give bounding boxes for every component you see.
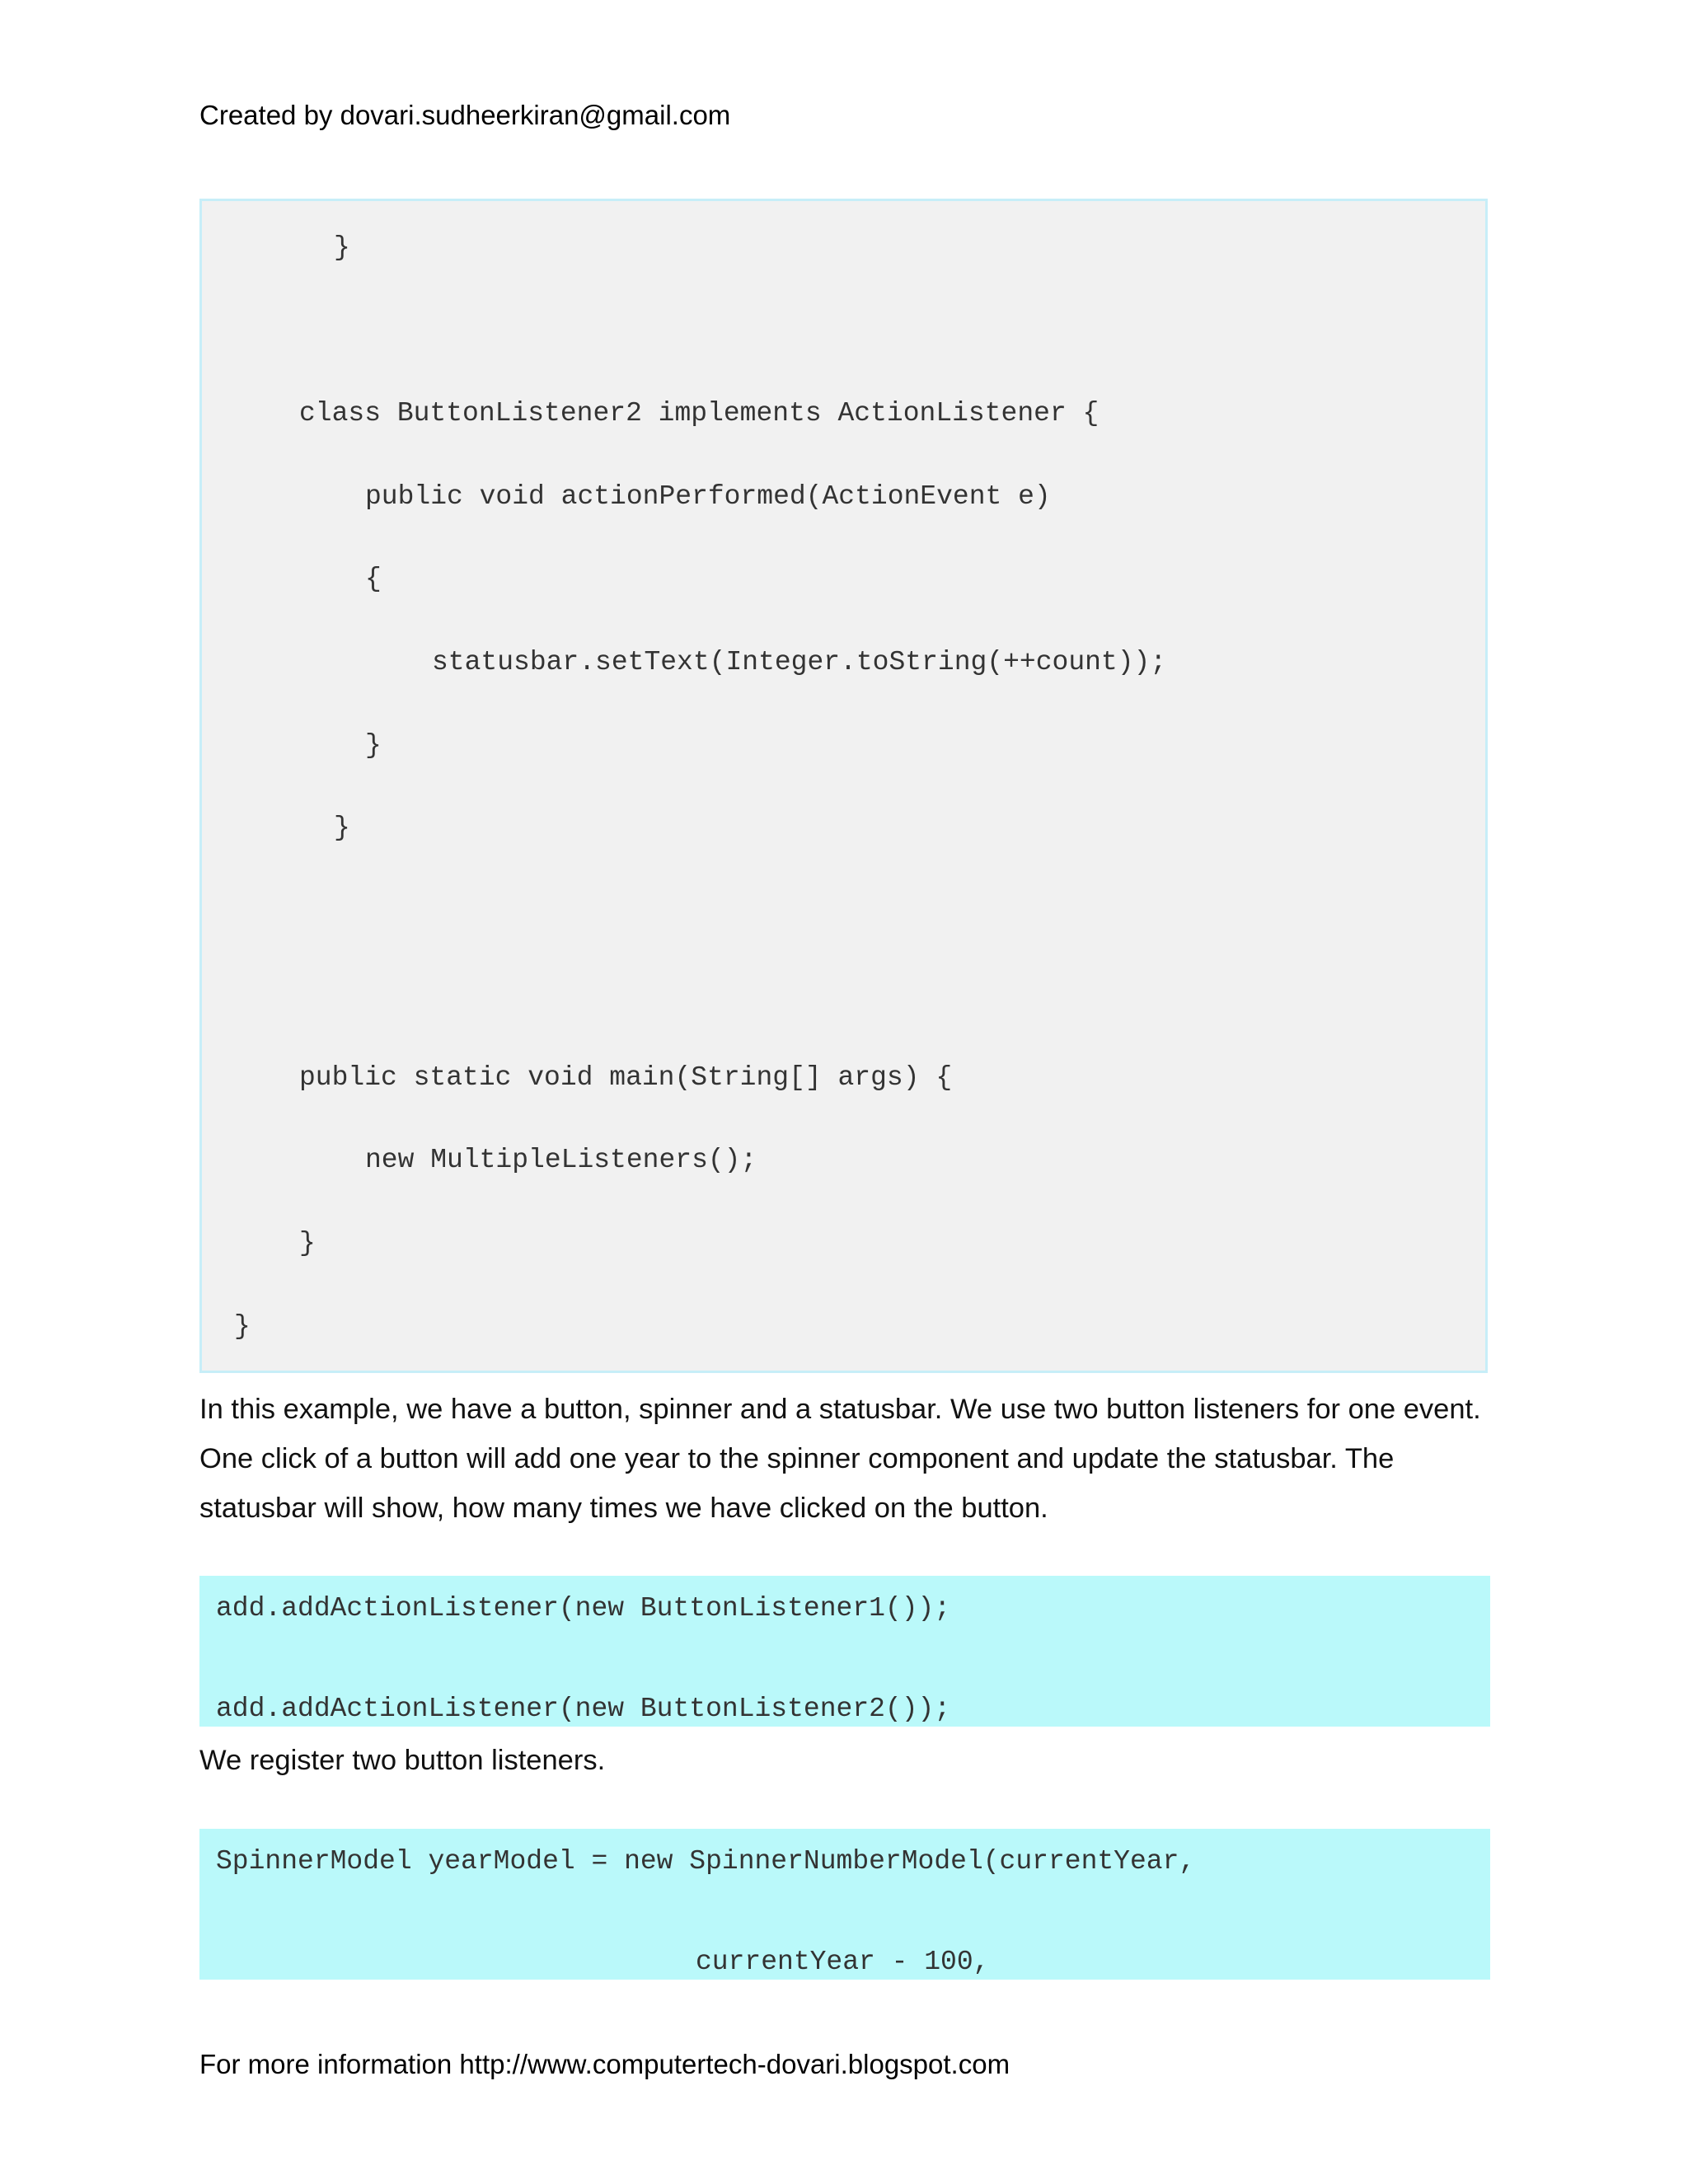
- caption-text: We register two button listeners.: [199, 1745, 606, 1776]
- page-header: Created by dovari.sudheerkiran@gmail.com: [199, 100, 731, 130]
- code-line: }: [365, 730, 382, 761]
- code-line: statusbar.setText(Integer.toString(++count));: [432, 647, 1167, 677]
- code-line: }: [334, 813, 350, 843]
- snippet-line: currentYear - 100,: [696, 1947, 990, 1977]
- snippet-line: SpinnerModel yearModel = new SpinnerNumberModel(currentYear,: [216, 1846, 1196, 1877]
- code-line: public void actionPerformed(ActionEvent e): [365, 481, 1051, 512]
- code-line: class ButtonListener2 implements ActionListener {: [299, 398, 1100, 429]
- code-snippet-listeners: [199, 1576, 1490, 1727]
- code-line: public static void main(String[] args) {: [299, 1062, 953, 1093]
- code-line: }: [334, 232, 350, 263]
- code-line: new MultipleListeners();: [365, 1145, 757, 1175]
- explanation-paragraph: In this example, we have a button, spinner and a statusbar. We use two button listeners for one event. One click of a button will add one year to the spinner component and update the statusbar. The statusbar will show, how many times we have clicked on the button.: [199, 1394, 1481, 1524]
- code-snippet-spinner: [199, 1829, 1490, 1980]
- snippet-line: add.addActionListener(new ButtonListener2());: [216, 1694, 951, 1724]
- code-line: {: [365, 564, 382, 594]
- code-block: [199, 199, 1488, 1373]
- snippet-line: add.addActionListener(new ButtonListener1());: [216, 1593, 951, 1624]
- code-line: }: [234, 1311, 251, 1342]
- code-line: }: [299, 1228, 316, 1258]
- page-footer: For more information http://www.computertech-dovari.blogspot.com: [199, 2049, 1010, 2079]
